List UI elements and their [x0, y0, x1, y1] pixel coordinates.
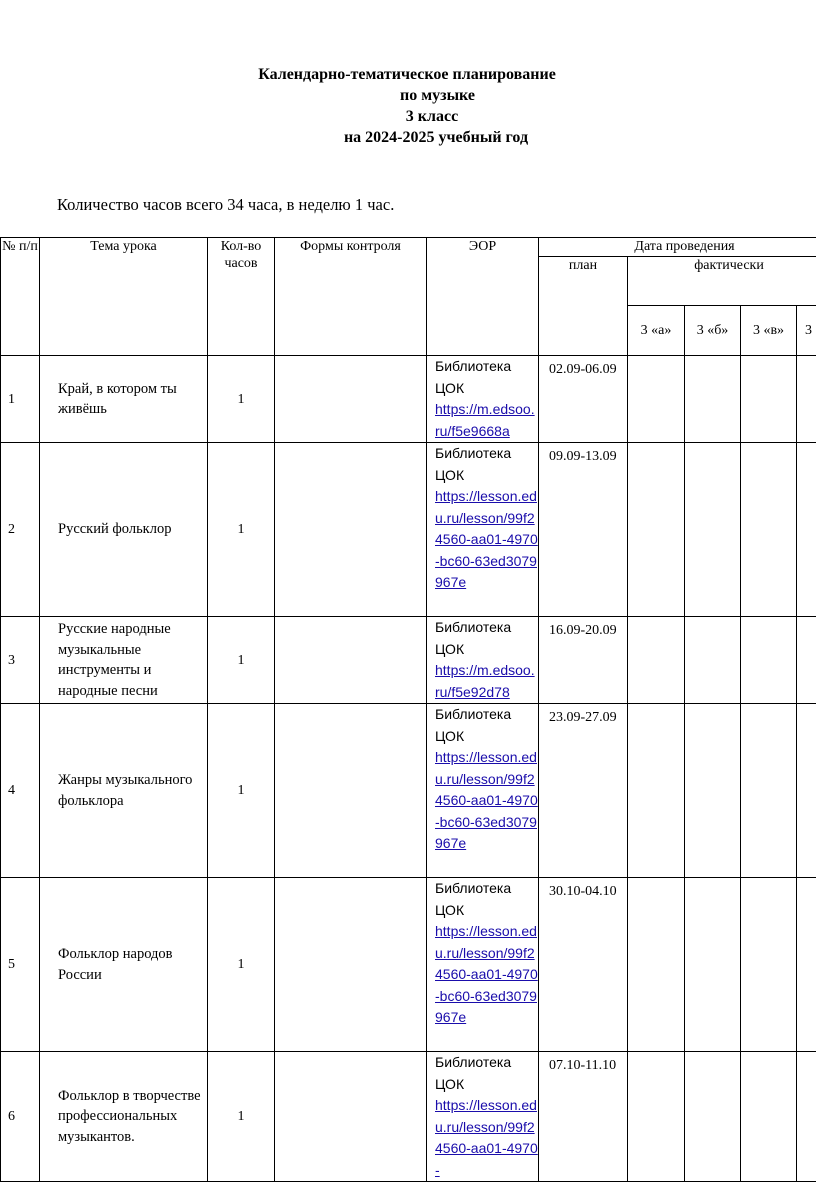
row-topic: Край, в котором ты живёшь	[40, 356, 208, 443]
row-forms	[275, 1052, 427, 1182]
row-plan-date: 07.10-11.10	[539, 1052, 628, 1182]
header-qty: Кол-во часов	[208, 238, 275, 356]
row-fact-v	[741, 617, 797, 704]
row-fact-a	[628, 356, 685, 443]
row-num: 4	[1, 704, 40, 878]
row-topic: Фольклор народов России	[40, 878, 208, 1052]
eor-library: Библиотека ЦОК	[435, 880, 511, 918]
eor-link[interactable]: https://m.edsoo.ru/f5e92d78	[435, 662, 535, 700]
row-forms	[275, 443, 427, 617]
row-fact-v	[741, 356, 797, 443]
title-line-3: 3 класс	[48, 106, 816, 127]
row-fact-a	[628, 704, 685, 878]
row-fact-g	[797, 443, 816, 617]
row-fact-g	[797, 617, 816, 704]
row-qty: 1	[208, 1052, 275, 1182]
row-eor	[427, 443, 539, 617]
title-line-2: по музыке	[59, 85, 816, 106]
header-class-v: 3 «в»	[741, 306, 797, 356]
row-plan-date: 30.10-04.10	[539, 878, 628, 1052]
header-class-g: 3	[797, 306, 816, 356]
row-num: 3	[1, 617, 40, 704]
row-plan-date: 23.09-27.09	[539, 704, 628, 878]
row-fact-v	[741, 878, 797, 1052]
row-num: 2	[1, 443, 40, 617]
row-fact-v	[741, 1052, 797, 1182]
row-num: 5	[1, 878, 40, 1052]
eor-library: Библиотека ЦОК	[435, 358, 511, 396]
row-fact-v	[741, 443, 797, 617]
title-line-1: Календарно-тематическое планирование	[0, 64, 816, 85]
table-row	[1, 1052, 816, 1182]
row-eor	[427, 704, 539, 878]
eor-link[interactable]: https://lesson.edu.ru/lesson/99f24560-aa01-4970-	[435, 1097, 538, 1178]
row-fact-b	[685, 443, 741, 617]
row-qty: 1	[208, 356, 275, 443]
eor-link[interactable]: https://m.edsoo.ru/f5e9668a	[435, 401, 535, 439]
header-eor: ЭОР	[427, 238, 539, 356]
header-class-a: 3 «а»	[628, 306, 685, 356]
eor-link[interactable]: https://lesson.edu.ru/lesson/99f24560-aa01-4970-bc60-63ed3079967e	[435, 749, 538, 851]
row-fact-a	[628, 443, 685, 617]
row-fact-b	[685, 878, 741, 1052]
row-forms	[275, 878, 427, 1052]
row-eor	[427, 356, 539, 443]
eor-library: Библиотека ЦОК	[435, 706, 511, 744]
hours-summary: Количество часов всего 34 часа, в неделю 1 час.	[57, 195, 394, 215]
row-qty: 1	[208, 878, 275, 1052]
row-topic: Фольклор в творчестве профессиональных музыкантов.	[40, 1052, 208, 1182]
row-fact-b	[685, 704, 741, 878]
row-fact-b	[685, 617, 741, 704]
header-class-b: 3 «б»	[685, 306, 741, 356]
row-eor	[427, 617, 539, 704]
row-plan-date: 16.09-20.09	[539, 617, 628, 704]
header-topic: Тема урока	[40, 238, 208, 356]
row-forms	[275, 356, 427, 443]
row-qty: 1	[208, 443, 275, 617]
row-topic: Русский фольклор	[40, 443, 208, 617]
row-fact-a	[628, 878, 685, 1052]
table-row	[1, 356, 816, 443]
row-eor	[427, 1052, 539, 1182]
eor-library: Библиотека ЦОК	[435, 445, 511, 483]
row-num: 6	[1, 1052, 40, 1182]
row-qty: 1	[208, 704, 275, 878]
header-fact: фактически	[628, 257, 816, 306]
table-row	[1, 704, 816, 878]
row-fact-g	[797, 1052, 816, 1182]
row-forms	[275, 704, 427, 878]
header-plan: план	[539, 257, 628, 356]
table-row	[1, 878, 816, 1052]
row-plan-date: 09.09-13.09	[539, 443, 628, 617]
lesson-plan-table	[0, 237, 816, 1182]
header-forms: Формы контроля	[275, 238, 427, 356]
row-fact-a	[628, 617, 685, 704]
title-line-4: на 2024-2025 учебный год	[56, 127, 816, 148]
row-fact-a	[628, 1052, 685, 1182]
row-num: 1	[1, 356, 40, 443]
eor-link[interactable]: https://lesson.edu.ru/lesson/99f24560-aa01-4970-bc60-63ed3079967e	[435, 923, 538, 1025]
row-qty: 1	[208, 617, 275, 704]
table-row	[1, 443, 816, 617]
header-num: № п/п	[1, 238, 40, 356]
row-forms	[275, 617, 427, 704]
row-fact-b	[685, 1052, 741, 1182]
row-fact-g	[797, 356, 816, 443]
row-fact-b	[685, 356, 741, 443]
eor-library: Библиотека ЦОК	[435, 1054, 511, 1092]
document-title	[0, 64, 816, 148]
row-fact-v	[741, 704, 797, 878]
eor-library: Библиотека ЦОК	[435, 619, 511, 657]
row-plan-date: 02.09-06.09	[539, 356, 628, 443]
row-fact-g	[797, 704, 816, 878]
header-date: Дата проведения	[539, 238, 816, 257]
table-row	[1, 617, 816, 704]
row-fact-g	[797, 878, 816, 1052]
row-eor	[427, 878, 539, 1052]
row-topic: Жанры музыкального фольклора	[40, 704, 208, 878]
row-topic: Русские народные музыкальные инструменты и народные песни	[40, 617, 208, 704]
eor-link[interactable]: https://lesson.edu.ru/lesson/99f24560-aa01-4970-bc60-63ed3079967e	[435, 488, 538, 590]
